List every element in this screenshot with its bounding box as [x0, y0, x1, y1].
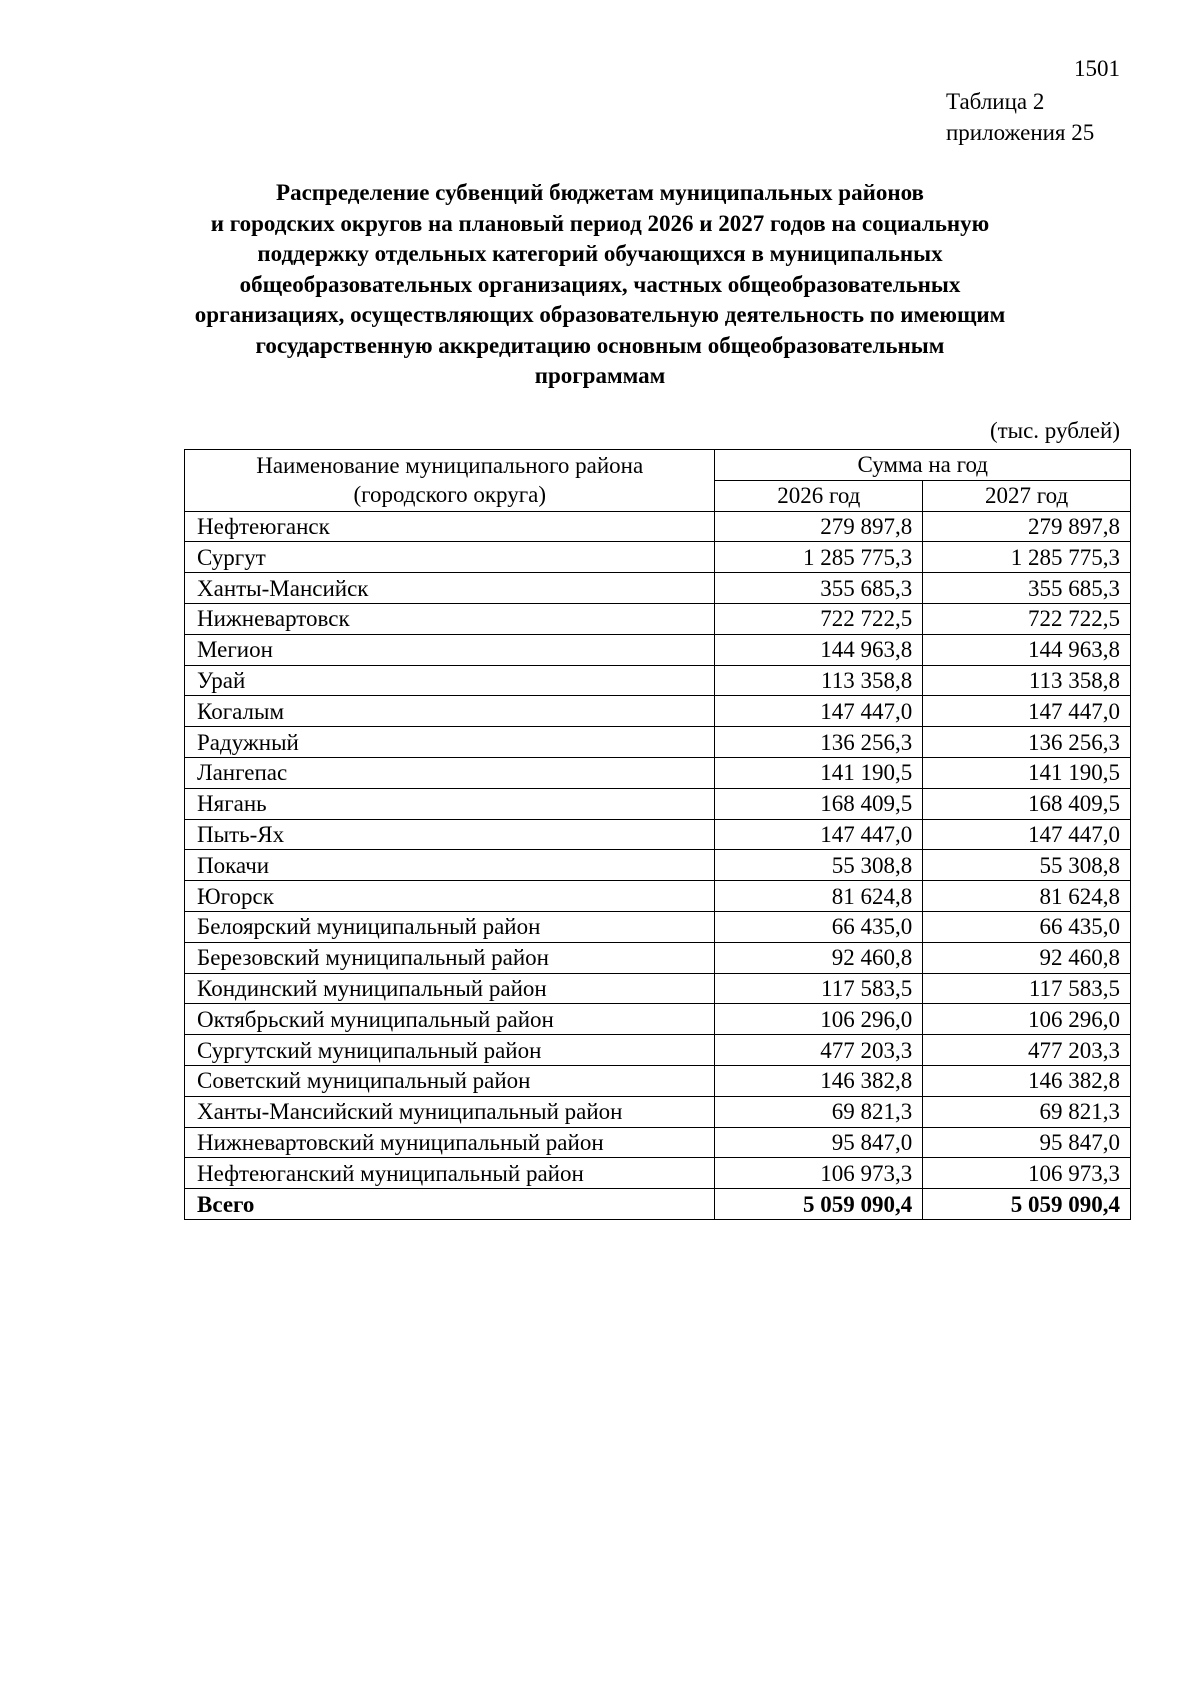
row-name: Урай: [185, 665, 715, 696]
document-title: [160, 178, 1040, 392]
row-value-2026: 136 256,3: [715, 727, 923, 758]
table-row: [185, 603, 1131, 634]
table-row: [185, 788, 1131, 819]
subventions-table: [184, 449, 1131, 1220]
row-value-2026: 722 722,5: [715, 603, 923, 634]
row-name: Радужный: [185, 727, 715, 758]
row-name: Нефтеюганск: [185, 511, 715, 542]
row-name: Ханты-Мансийский муниципальный район: [185, 1096, 715, 1127]
title-line: Распределение субвенций бюджетам муниципальных районов: [276, 180, 924, 205]
row-name: Белоярский муниципальный район: [185, 911, 715, 942]
table-row: [185, 1004, 1131, 1035]
row-value-2026: 147 447,0: [715, 696, 923, 727]
table-row: [185, 511, 1131, 542]
row-name: Ханты-Мансийск: [185, 573, 715, 604]
row-value-2027: 279 897,8: [923, 511, 1131, 542]
row-value-2027: 722 722,5: [923, 603, 1131, 634]
table-row: [185, 973, 1131, 1004]
row-name: Всего: [185, 1189, 715, 1220]
header-year-2027: 2027 год: [923, 480, 1131, 511]
table-row: [185, 881, 1131, 912]
table-reference-line: Таблица 2: [946, 89, 1045, 114]
row-name: Югорск: [185, 881, 715, 912]
title-line: организациях, осуществляющих образовательную деятельность по имеющим: [194, 302, 1006, 327]
table-row: [185, 757, 1131, 788]
row-value-2027: 113 358,8: [923, 665, 1131, 696]
header-year-2026: 2026 год: [715, 480, 923, 511]
header-name: [185, 450, 715, 512]
row-name: Нижневартовск: [185, 603, 715, 634]
row-name: Сургут: [185, 542, 715, 573]
row-value-2026: 106 973,3: [715, 1158, 923, 1189]
row-value-2026: 141 190,5: [715, 757, 923, 788]
row-value-2027: 1 285 775,3: [923, 542, 1131, 573]
row-value-2027: 477 203,3: [923, 1035, 1131, 1066]
row-name: Нефтеюганский муниципальный район: [185, 1158, 715, 1189]
row-value-2026: 147 447,0: [715, 819, 923, 850]
row-value-2026: 55 308,8: [715, 850, 923, 881]
table-row: [185, 1158, 1131, 1189]
row-value-2027: 66 435,0: [923, 911, 1131, 942]
row-name: Лангепас: [185, 757, 715, 788]
row-value-2026: 69 821,3: [715, 1096, 923, 1127]
row-value-2026: 66 435,0: [715, 911, 923, 942]
row-value-2026: 144 963,8: [715, 634, 923, 665]
row-value-2027: 69 821,3: [923, 1096, 1131, 1127]
table-row: [185, 1096, 1131, 1127]
row-name: Пыть-Ях: [185, 819, 715, 850]
header-sum: Сумма на год: [715, 450, 1131, 481]
units-label: (тыс. рублей): [989, 418, 1120, 443]
row-name: Мегион: [185, 634, 715, 665]
row-value-2027: 106 296,0: [923, 1004, 1131, 1035]
row-value-2027: 55 308,8: [923, 850, 1131, 881]
table-row: [185, 819, 1131, 850]
row-value-2027: 168 409,5: [923, 788, 1131, 819]
title-line: поддержку отдельных категорий обучающихся в муниципальных: [257, 241, 943, 266]
table-row: [185, 696, 1131, 727]
table-row: [185, 727, 1131, 758]
row-value-2027: 5 059 090,4: [923, 1189, 1131, 1220]
title-line: и городских округов на плановый период 2026 и 2027 годов на социальную: [210, 210, 990, 236]
row-name: Сургутский муниципальный район: [185, 1035, 715, 1066]
row-name: Нижневартовский муниципальный район: [185, 1127, 715, 1158]
row-value-2027: 136 256,3: [923, 727, 1131, 758]
row-value-2026: 477 203,3: [715, 1035, 923, 1066]
row-name: Покачи: [185, 850, 715, 881]
row-value-2026: 168 409,5: [715, 788, 923, 819]
header-name-line: Наименование муниципального района: [256, 453, 644, 479]
row-value-2027: 95 847,0: [923, 1127, 1131, 1158]
row-value-2026: 113 358,8: [715, 665, 923, 696]
row-value-2027: 81 624,8: [923, 881, 1131, 912]
row-name: Октябрьский муниципальный район: [185, 1004, 715, 1035]
row-value-2027: 355 685,3: [923, 573, 1131, 604]
row-value-2026: 95 847,0: [715, 1127, 923, 1158]
row-name: Советский муниципальный район: [185, 1065, 715, 1096]
table-row: [185, 542, 1131, 573]
row-value-2026: 1 285 775,3: [715, 542, 923, 573]
title-line: общеобразовательных организациях, частных общеобразовательных: [239, 271, 961, 297]
title-line: государственную аккредитацию основным общеобразовательным: [255, 332, 945, 358]
row-name: Березовский муниципальный район: [185, 942, 715, 973]
row-value-2027: 117 583,5: [923, 973, 1131, 1004]
table-row: [185, 634, 1131, 665]
row-value-2027: 147 447,0: [923, 696, 1131, 727]
table-row: [185, 1127, 1131, 1158]
row-value-2027: 147 447,0: [923, 819, 1131, 850]
page-number: 1501: [1074, 56, 1120, 81]
table-row: [185, 573, 1131, 604]
table-row: [185, 1065, 1131, 1096]
header-name-line: (городского округа): [353, 482, 546, 508]
row-value-2026: 92 460,8: [715, 942, 923, 973]
row-name: Кондинский муниципальный район: [185, 973, 715, 1004]
row-value-2027: 144 963,8: [923, 634, 1131, 665]
row-value-2026: 5 059 090,4: [715, 1189, 923, 1220]
table-row: [185, 1035, 1131, 1066]
row-value-2026: 106 296,0: [715, 1004, 923, 1035]
row-value-2026: 81 624,8: [715, 881, 923, 912]
table-row: [185, 942, 1131, 973]
table-reference: [946, 86, 1094, 148]
table-reference-line: приложения 25: [946, 120, 1095, 145]
table-row: [185, 665, 1131, 696]
table-header-row: [185, 450, 1131, 481]
table-row: [185, 911, 1131, 942]
row-value-2026: 279 897,8: [715, 511, 923, 542]
title-line: программам: [534, 363, 666, 388]
table-total-row: [185, 1189, 1131, 1220]
row-value-2027: 106 973,3: [923, 1158, 1131, 1189]
row-value-2027: 146 382,8: [923, 1065, 1131, 1096]
row-value-2027: 141 190,5: [923, 757, 1131, 788]
row-name: Нягань: [185, 788, 715, 819]
row-value-2027: 92 460,8: [923, 942, 1131, 973]
row-name: Когалым: [185, 696, 715, 727]
row-value-2026: 146 382,8: [715, 1065, 923, 1096]
table-row: [185, 850, 1131, 881]
row-value-2026: 355 685,3: [715, 573, 923, 604]
row-value-2026: 117 583,5: [715, 973, 923, 1004]
